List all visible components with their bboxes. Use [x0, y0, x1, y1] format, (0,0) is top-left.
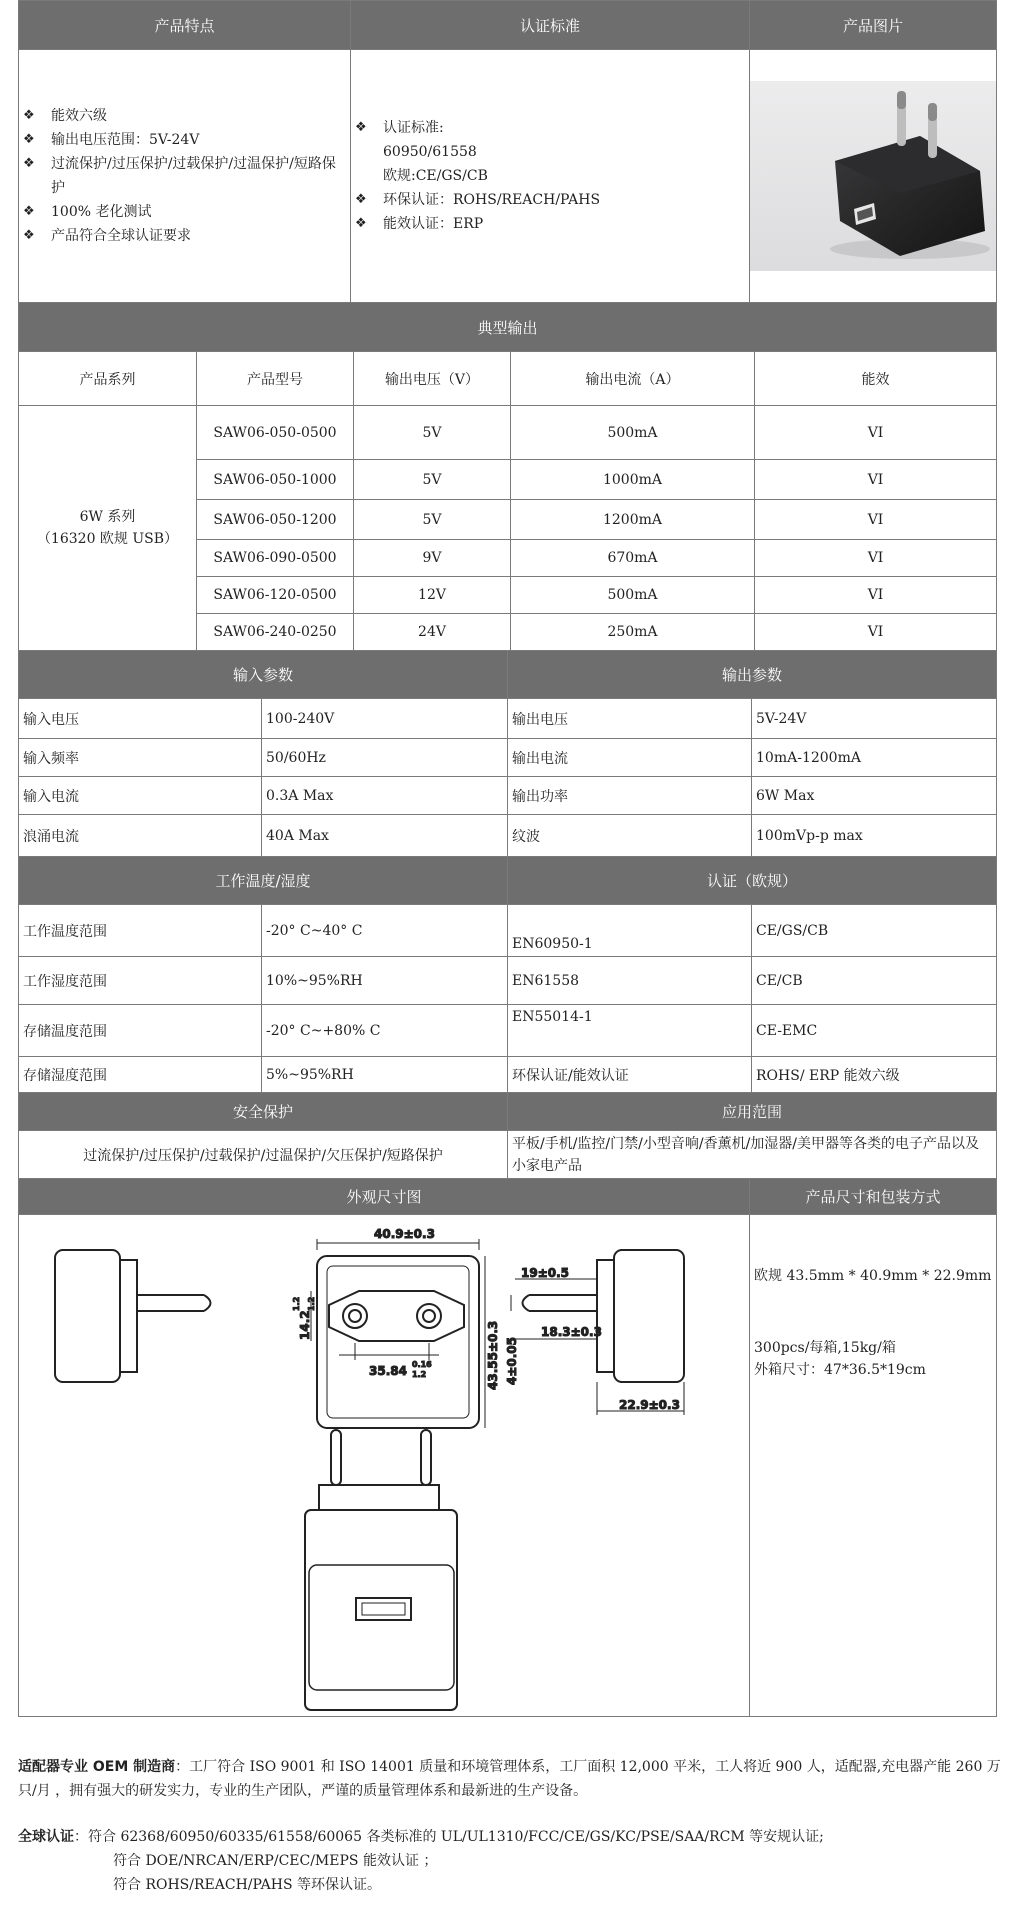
- param-value: 10mA-1200mA: [752, 739, 997, 777]
- diamond-bullet-icon: ❖: [23, 204, 35, 219]
- dim-pin-diameter-label: 4±0.05: [505, 1336, 519, 1385]
- col-model: 产品型号: [197, 352, 354, 406]
- certs-header: 认证标准: [351, 1, 750, 50]
- param-label: 浪涌电流: [19, 815, 262, 857]
- col-series: 产品系列: [19, 352, 197, 406]
- global-cert-line-2: 符合 DOE/NRCAN/ERP/CEC/MEPS 能效认证 ；: [113, 1853, 438, 1869]
- voltage-cell: 24V: [354, 614, 511, 651]
- param-value: 0.3A Max: [262, 777, 508, 815]
- series-cell: [19, 406, 197, 651]
- dim-width-label: 40.9±0.3: [374, 1227, 435, 1241]
- efficiency-cell: VI: [755, 577, 997, 614]
- param-value: 5V-24V: [752, 699, 997, 739]
- features-header: 产品特点: [19, 1, 351, 50]
- feature-item: [23, 104, 346, 128]
- dim-pin-gap-label: 35.84: [369, 1364, 407, 1378]
- dim-depth-label: 22.9±0.3: [619, 1398, 680, 1412]
- cert-standard: EN55014-1: [508, 1005, 752, 1057]
- cert-text: 60950/61558: [383, 144, 477, 160]
- oem-paragraph: [18, 1755, 1003, 1803]
- dim-pin-length-label: 19±0.5: [521, 1266, 570, 1280]
- current-cell: 500mA: [511, 577, 755, 614]
- current-cell: 1200mA: [511, 500, 755, 540]
- efficiency-cell: VI: [755, 460, 997, 500]
- safety-table: [18, 1092, 997, 1179]
- voltage-cell: 9V: [354, 540, 511, 577]
- dim-pin-offset-label: 18.3±0.3: [541, 1325, 602, 1339]
- company-footer: [18, 1755, 1003, 1897]
- product-photo: [750, 81, 996, 271]
- feature-text: 输出电压范围：5V-24V: [51, 132, 200, 148]
- features-table: [18, 0, 997, 303]
- param-value: 100-240V: [262, 699, 508, 739]
- feature-item: [23, 200, 346, 224]
- typical-output-table: [18, 302, 997, 651]
- cert-text: 认证标准:: [383, 120, 444, 136]
- model-cell: SAW06-240-0250: [197, 614, 354, 651]
- cert-item: [355, 140, 745, 164]
- application-text: 平板/手机/监控/门禁/小型音响/香薰机/加湿器/美甲器等各类的电子产品以及小家电产品: [508, 1131, 997, 1179]
- feature-text: 100% 老化测试: [51, 204, 152, 220]
- param-value: 40A Max: [262, 815, 508, 857]
- safety-title: 安全保护: [19, 1093, 508, 1131]
- param-label: 输出电流: [508, 739, 752, 777]
- model-cell: SAW06-050-0500: [197, 406, 354, 460]
- diamond-bullet-icon: ❖: [23, 228, 35, 243]
- efficiency-cell: VI: [755, 540, 997, 577]
- photo-header: 产品图片: [750, 1, 997, 50]
- cert-mark: CE/GS/CB: [752, 905, 997, 957]
- oem-text: ：工厂符合 ISO 9001 和 ISO 14001 质量和环境管理体系，工厂面积 12,000 平米，工人将近 900 人，适配器,充电器产能 260 万只/月 ，拥有强大的研发实力，专业的生产团队，严谨的质量管理体系和最新进的生产设备。: [18, 1759, 1001, 1799]
- cert-item: [355, 164, 745, 188]
- param-label: 输入频率: [19, 739, 262, 777]
- adapter-photo-image: [750, 81, 996, 271]
- params-table: [18, 650, 997, 857]
- env-label: 存储温度范围: [19, 1005, 262, 1057]
- temp-humidity-title: 工作温度/湿度: [19, 857, 508, 905]
- eu-cert-title: 认证（欧规）: [508, 857, 997, 905]
- diamond-bullet-icon: ❖: [355, 216, 367, 231]
- voltage-cell: 5V: [354, 500, 511, 540]
- env-label: 工作湿度范围: [19, 957, 262, 1005]
- dimension-drawing-cell: [19, 1215, 750, 1717]
- cert-text: 欧规:CE/GS/CB: [383, 168, 488, 184]
- dimensions-table: [18, 1178, 997, 1717]
- feature-text: 过流保护/过压保护/过载保护/过温保护/短路保护: [51, 156, 336, 196]
- feature-item: [23, 224, 346, 248]
- cert-text: 环保认证：ROHS/REACH/PAHS: [383, 192, 601, 208]
- packaging-title: 产品尺寸和包装方式: [750, 1179, 997, 1215]
- voltage-cell: 5V: [354, 406, 511, 460]
- cert-item: [355, 212, 745, 236]
- efficiency-cell: VI: [755, 500, 997, 540]
- feature-item: [23, 128, 346, 152]
- cert-standard: 环保认证/能效认证: [508, 1057, 752, 1093]
- voltage-cell: 12V: [354, 577, 511, 614]
- diamond-bullet-icon: ❖: [23, 132, 35, 147]
- model-cell: SAW06-120-0500: [197, 577, 354, 614]
- carton-size: 外箱尺寸：47*36.5*19cm: [754, 1362, 926, 1378]
- cert-item: [355, 188, 745, 212]
- param-label: 输出电压: [508, 699, 752, 739]
- features-list: [23, 104, 346, 248]
- efficiency-cell: VI: [755, 406, 997, 460]
- col-voltage: 输出电压（V）: [354, 352, 511, 406]
- cert-mark: CE/CB: [752, 957, 997, 1005]
- series-desc: （16320 欧规 USB）: [36, 531, 179, 547]
- output-params-title: 输出参数: [508, 651, 997, 699]
- cert-item: [355, 116, 745, 140]
- param-value: 50/60Hz: [262, 739, 508, 777]
- diamond-bullet-icon: ❖: [23, 156, 35, 171]
- typical-output-title: 典型输出: [19, 303, 997, 352]
- series-name: 6W 系列: [79, 509, 136, 525]
- dim-pin-gap-tol-dn: 1.2: [412, 1370, 427, 1379]
- dim-pin-height-tol-dn: 1.2: [307, 1296, 316, 1311]
- current-cell: 500mA: [511, 406, 755, 460]
- application-title: 应用范围: [508, 1093, 997, 1131]
- global-cert-line-3: 符合 ROHS/REACH/PAHS 等环保认证。: [113, 1877, 381, 1893]
- feature-text: 产品符合全球认证要求: [51, 228, 191, 244]
- feature-item: [23, 152, 346, 200]
- voltage-cell: 5V: [354, 460, 511, 500]
- model-cell: SAW06-050-1200: [197, 500, 354, 540]
- input-params-title: 输入参数: [19, 651, 508, 699]
- safety-text: 过流保护/过压保护/过载保护/过温保护/欠压保护/短路保护: [19, 1131, 508, 1179]
- dim-pin-height-tol-up: 1.2: [292, 1296, 301, 1311]
- param-value: 100mVp-p max: [752, 815, 997, 857]
- cert-standard: EN60950-1: [508, 905, 752, 957]
- col-efficiency: 能效: [755, 352, 997, 406]
- photo-cell: [750, 50, 997, 303]
- global-cert-label: 全球认证: [18, 1829, 74, 1845]
- dim-pin-height-label: 14.2: [298, 1310, 312, 1340]
- environment-table: [18, 856, 997, 1093]
- product-size: 欧规 43.5mm * 40.9mm * 22.9mm: [754, 1268, 992, 1284]
- packing-quantity: 300pcs/每箱,15kg/箱: [754, 1340, 896, 1356]
- col-current: 输出电流（A）: [511, 352, 755, 406]
- dim-pin-gap-tol-up: 0.16: [412, 1360, 432, 1369]
- certs-list: [355, 116, 745, 236]
- model-cell: SAW06-050-1000: [197, 460, 354, 500]
- diamond-bullet-icon: ❖: [355, 120, 367, 135]
- certs-cell: [351, 50, 750, 303]
- current-cell: 1000mA: [511, 460, 755, 500]
- global-cert-line-1: ：符合 62368/60950/60335/61558/60065 各类标准的 UL/UL1310/FCC/CE/GS/KC/PSE/SAA/RCM 等安规认证;: [74, 1829, 824, 1845]
- dimension-drawing: [19, 1215, 750, 1712]
- oem-label: 适配器专业 OEM 制造商: [18, 1759, 176, 1775]
- spec-sheet: [18, 0, 996, 1717]
- packaging-cell: [750, 1215, 997, 1717]
- diamond-bullet-icon: ❖: [355, 192, 367, 207]
- cert-mark: ROHS/ ERP 能效六级: [752, 1057, 997, 1093]
- env-value: -20° C~+80% C: [262, 1005, 508, 1057]
- env-label: 存储湿度范围: [19, 1057, 262, 1093]
- env-value: -20° C~40° C: [262, 905, 508, 957]
- cert-standard: EN61558: [508, 957, 752, 1005]
- current-cell: 250mA: [511, 614, 755, 651]
- current-cell: 670mA: [511, 540, 755, 577]
- model-cell: SAW06-090-0500: [197, 540, 354, 577]
- env-value: 5%~95%RH: [262, 1057, 508, 1093]
- param-label: 纹波: [508, 815, 752, 857]
- efficiency-cell: VI: [755, 614, 997, 651]
- param-value: 6W Max: [752, 777, 997, 815]
- global-cert-paragraph: [18, 1825, 1003, 1897]
- dimensions-title: 外观尺寸图: [19, 1179, 750, 1215]
- param-label: 输出功率: [508, 777, 752, 815]
- cert-mark: CE-EMC: [752, 1005, 997, 1057]
- param-label: 输入电流: [19, 777, 262, 815]
- cert-text: 能效认证：ERP: [383, 216, 484, 232]
- feature-text: 能效六级: [51, 108, 107, 124]
- env-value: 10%~95%RH: [262, 957, 508, 1005]
- features-cell: [19, 50, 351, 303]
- diamond-bullet-icon: ❖: [23, 108, 35, 123]
- dim-height-label: 43.55±0.3: [486, 1320, 500, 1390]
- env-label: 工作温度范围: [19, 905, 262, 957]
- param-label: 输入电压: [19, 699, 262, 739]
